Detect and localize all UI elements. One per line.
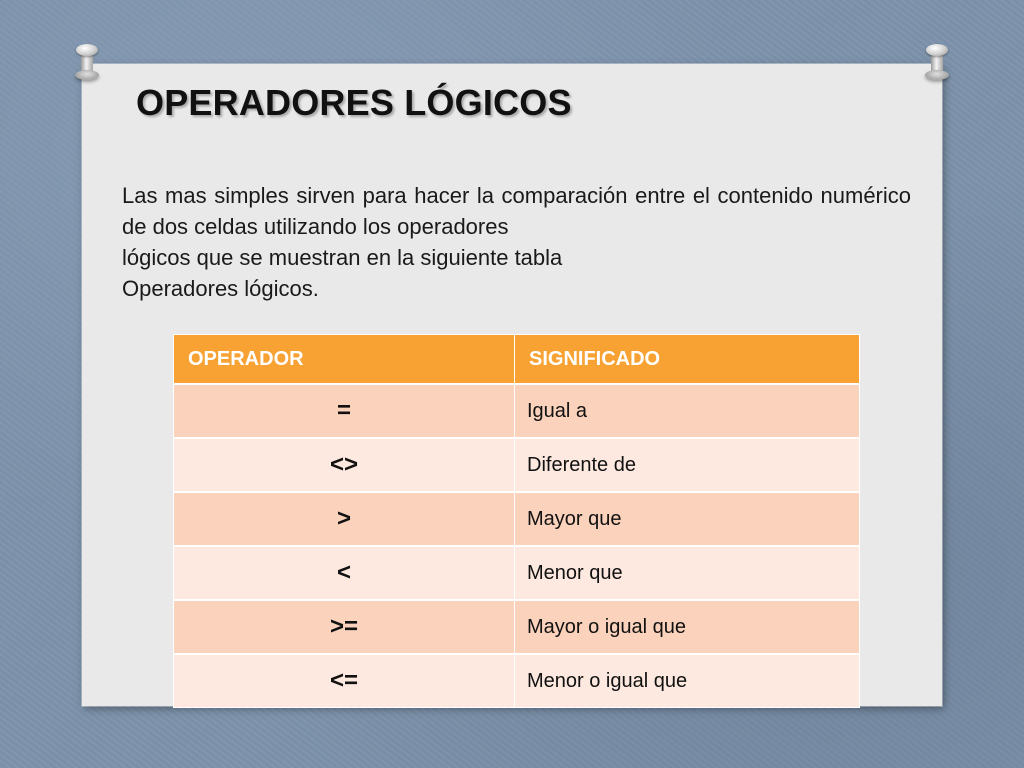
meaning-cell: Igual a xyxy=(515,384,860,438)
operator-cell: > xyxy=(174,492,515,546)
table-row xyxy=(174,384,860,438)
operator-cell: <> xyxy=(174,438,515,492)
table-row xyxy=(174,600,860,654)
meaning-cell: Mayor o igual que xyxy=(515,600,860,654)
operator-cell: >= xyxy=(174,600,515,654)
meaning-cell: Mayor que xyxy=(515,492,860,546)
table-header-row xyxy=(174,335,860,385)
slide-title: OPERADORES LÓGICOS xyxy=(136,82,572,123)
operator-cell: = xyxy=(174,384,515,438)
pushpin-icon xyxy=(74,44,100,80)
operators-table xyxy=(173,334,860,708)
table-row xyxy=(174,546,860,600)
meaning-cell: Diferente de xyxy=(515,438,860,492)
slide-paragraph xyxy=(122,180,911,304)
header-operador: OPERADOR xyxy=(174,335,515,385)
meaning-cell: Menor que xyxy=(515,546,860,600)
operator-cell: <= xyxy=(174,654,515,708)
paragraph-line-1: Las mas simples sirven para hacer la comparación entre el contenido numérico de dos celdas utilizando los operadores xyxy=(122,183,911,239)
table-row xyxy=(174,438,860,492)
meaning-cell: Menor o igual que xyxy=(515,654,860,708)
operator-cell: < xyxy=(174,546,515,600)
table-row xyxy=(174,492,860,546)
paragraph-line-3: Operadores lógicos. xyxy=(122,276,319,301)
table-row xyxy=(174,654,860,708)
paragraph-line-2: lógicos que se muestran en la siguiente tabla xyxy=(122,245,563,270)
header-significado: SIGNIFICADO xyxy=(515,335,860,385)
pushpin-icon xyxy=(924,44,950,80)
